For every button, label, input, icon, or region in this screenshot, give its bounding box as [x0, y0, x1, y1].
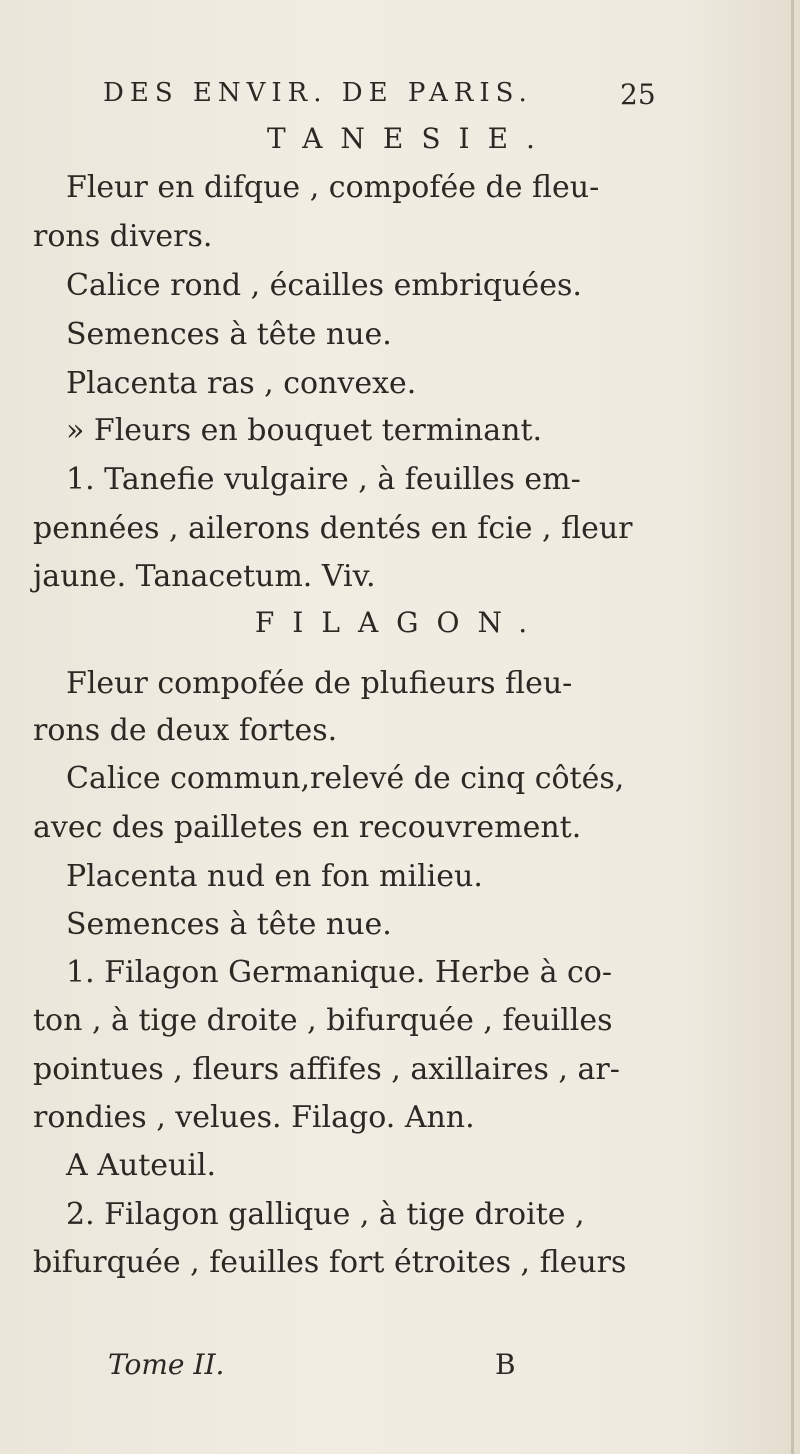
running-header: DES ENVIR. DE PARIS.: [103, 78, 533, 108]
text-line: Semences à tête nue.: [66, 907, 392, 942]
text-line: 1. Tanefie vulgaire , à feuilles em-: [66, 462, 581, 497]
text-line: rons de deux fortes.: [33, 713, 338, 748]
text-line: Fleur en difque , compofée de fleu-: [66, 170, 600, 205]
page-edge: [791, 0, 794, 1454]
text-line: bifurquée , feuilles fort étroites , fleurs: [33, 1245, 627, 1280]
text-line: rons divers.: [33, 219, 213, 254]
text-line: Calice rond , écailles embriquées.: [66, 268, 582, 303]
section-title-tanesie: TANESIE.: [267, 122, 553, 155]
text-line: avec des pailletes en recouvrement.: [33, 810, 582, 845]
section-title-filagon: FILAGON.: [254, 606, 546, 639]
volume-footer: Tome II.: [108, 1348, 225, 1381]
text-line: rondies , velues. Filago. Ann.: [33, 1100, 475, 1135]
text-line: pointues , fleurs affifes , axillaires , ar-: [33, 1052, 620, 1087]
text-line: Calice commun,relevé de cinq côtés,: [66, 761, 625, 796]
text-line: jaune. Tanacetum. Viv.: [33, 559, 376, 594]
text-line: » Fleurs en bouquet terminant.: [66, 413, 543, 448]
text-line: Placenta nud en fon milieu.: [66, 859, 483, 894]
text-line: pennées , ailerons dentés en fcie , fleur: [33, 511, 633, 546]
signature-mark: B: [495, 1348, 516, 1381]
text-line: ton , à tige droite , bifurquée , feuilles: [33, 1003, 613, 1038]
text-line: Semences à tête nue.: [66, 317, 392, 352]
text-line: Placenta ras , convexe.: [66, 366, 417, 401]
text-line: A Auteuil.: [66, 1148, 217, 1183]
text-line: 2. Filagon gallique , à tige droite ,: [66, 1197, 585, 1232]
text-line: Fleur compofée de plufieurs fleu-: [66, 666, 573, 701]
text-line: 1. Filagon Germanique. Herbe à co-: [66, 955, 613, 990]
page-number: 25: [620, 78, 656, 111]
